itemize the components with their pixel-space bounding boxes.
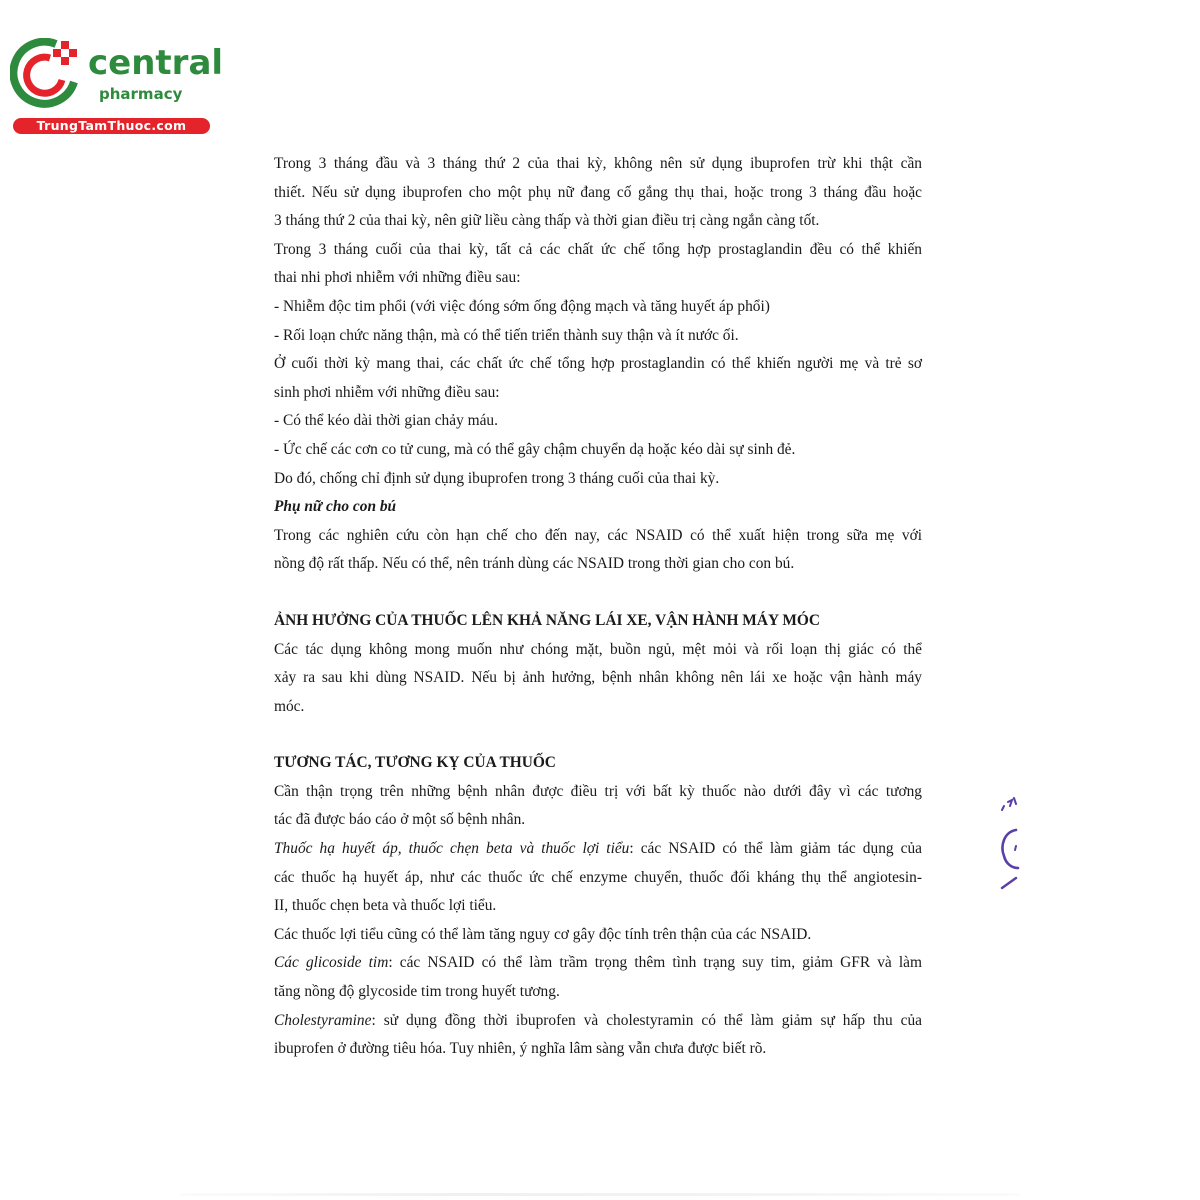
section-spacer xyxy=(274,721,922,749)
breastfeeding-subheading: Phụ nữ cho con bú xyxy=(274,498,397,516)
text-line xyxy=(274,949,922,978)
text-line: thiết. Nếu sử dụng ibuprofen cho một phụ nữ đang cố gắng thụ thai, hoặc trong 3 tháng đầu hoặc xyxy=(274,183,922,201)
text-line xyxy=(274,835,922,864)
interactions-section-heading: TƯƠNG TÁC, TƯƠNG KỴ CỦA THUỐC xyxy=(274,754,556,772)
text-line xyxy=(274,1007,922,1036)
text-line: Các tác dụng không mong muốn như chóng mặt, buồn ngủ, mệt mỏi và rối loạn thị giác có thể xyxy=(274,640,922,658)
drug-class-term: Các glicoside tim xyxy=(274,954,389,972)
list-item: - Có thể kéo dài thời gian chảy máu. xyxy=(274,412,498,430)
pregnancy-conclusion: Do đó, chống chỉ định sử dụng ibuprofen trong 3 tháng cuối của thai kỳ. xyxy=(274,469,720,487)
drug-class-term: Thuốc hạ huyết áp, thuốc chẹn beta và thuốc lợi tiểu xyxy=(274,840,630,858)
document-page xyxy=(274,150,922,1064)
antihypertensives-interaction xyxy=(274,835,922,921)
pregnancy-paragraph-1 xyxy=(274,150,922,236)
list-item: - Ức chế các cơn co tử cung, mà có thể gây chậm chuyển dạ hoặc kéo dài sự sinh đẻ. xyxy=(274,440,796,458)
handwritten-signature-mark xyxy=(990,792,1030,892)
page-bottom-edge xyxy=(180,1193,1020,1196)
fetal-risks-list xyxy=(274,293,922,350)
text-line: Trong 3 tháng đầu và 3 tháng thứ 2 của thai kỳ, không nên sử dụng ibuprofen trừ khi thật cần xyxy=(274,155,922,172)
text-line: tác đã được báo cáo ở một số bệnh nhân. xyxy=(274,811,526,829)
maternal-risks-list xyxy=(274,407,922,464)
text-line: xảy ra sau khi dùng NSAID. Nếu bị ảnh hưởng, bệnh nhân không nên lái xe hoặc vận hành máy xyxy=(274,669,922,687)
text-line: Trong 3 tháng cuối của thai kỳ, tất cả các chất ức chế tổng hợp prostaglandin đều có thể khiến xyxy=(274,240,922,258)
logo-website-banner: TrungTamThuoc.com xyxy=(13,118,210,134)
text-line: tăng nồng độ glycoside tim trong huyết tương. xyxy=(274,983,560,1001)
logo-brand-text: central xyxy=(88,43,224,83)
text-line: các thuốc hạ huyết áp, như các thuốc ức chế enzyme chuyển, thuốc đối kháng thụ thể angiotesin- xyxy=(274,868,922,886)
interaction-text: : các NSAID có thể làm giảm tác dụng của xyxy=(629,840,922,858)
text-line: thai nhi phơi nhiễm với những điều sau: xyxy=(274,269,521,287)
interaction-text: : sử dụng đồng thời ibuprofen và cholestyramin có thể làm giảm sự hấp thu của xyxy=(371,1011,922,1029)
text-line: nồng độ rất thấp. Nếu có thể, nên tránh dùng các NSAID trong thời gian cho con bú. xyxy=(274,555,795,573)
list-item: - Nhiễm độc tim phổi (với việc đóng sớm ống động mạch và tăng huyết áp phổi) xyxy=(274,297,770,315)
text-line: II, thuốc chẹn beta và thuốc lợi tiểu. xyxy=(274,897,497,915)
drug-class-term: Cholestyramine xyxy=(274,1011,372,1029)
pregnancy-paragraph-3 xyxy=(274,350,922,407)
central-pharmacy-logo[interactable] xyxy=(10,38,224,134)
text-line: sinh phơi nhiễm với những điều sau: xyxy=(274,383,500,401)
text-line: Trong các nghiên cứu còn hạn chế cho đến nay, các NSAID có thể xuất hiện trong sữa mẹ với xyxy=(274,526,922,544)
pregnancy-paragraph-2 xyxy=(274,236,922,293)
interactions-intro xyxy=(274,778,922,835)
text-line: 3 tháng thứ 2 của thai kỳ, nên giữ liều càng thấp và thời gian điều trị càng ngắn càng tốt. xyxy=(274,212,820,230)
driving-paragraph xyxy=(274,636,922,722)
driving-section-heading: ẢNH HƯỞNG CỦA THUỐC LÊN KHẢ NĂNG LÁI XE, VẬN HÀNH MÁY MÓC xyxy=(274,611,820,629)
text-line: Cần thận trọng trên những bệnh nhân được điều trị với bất kỳ thuốc nào dưới đây vì các tương xyxy=(274,782,922,800)
list-item: - Rối loạn chức năng thận, mà có thể tiến triển thành suy thận và ít nước ối. xyxy=(274,326,739,344)
breastfeeding-paragraph xyxy=(274,522,922,579)
cholestyramine-interaction xyxy=(274,1007,922,1064)
logo-sub-text: pharmacy xyxy=(99,85,183,103)
interaction-text: : các NSAID có thể làm trầm trọng thêm tình trạng suy tim, giảm GFR và làm xyxy=(388,954,922,972)
text-line: ibuprofen ở đường tiêu hóa. Tuy nhiên, ý nghĩa lâm sàng vẫn chưa được biết rõ. xyxy=(274,1040,767,1058)
diuretics-interaction: Các thuốc lợi tiểu cũng có thể làm tăng nguy cơ gây độc tính trên thận của các NSAID. xyxy=(274,925,812,943)
text-line: Ở cuối thời kỳ mang thai, các chất ức chế tổng hợp prostaglandin có thể khiến người mẹ và trẻ sơ xyxy=(274,355,922,373)
glycosides-interaction xyxy=(274,949,922,1006)
text-line: móc. xyxy=(274,697,305,715)
pharmacy-cross-logo-icon xyxy=(10,38,82,110)
section-spacer xyxy=(274,579,922,607)
